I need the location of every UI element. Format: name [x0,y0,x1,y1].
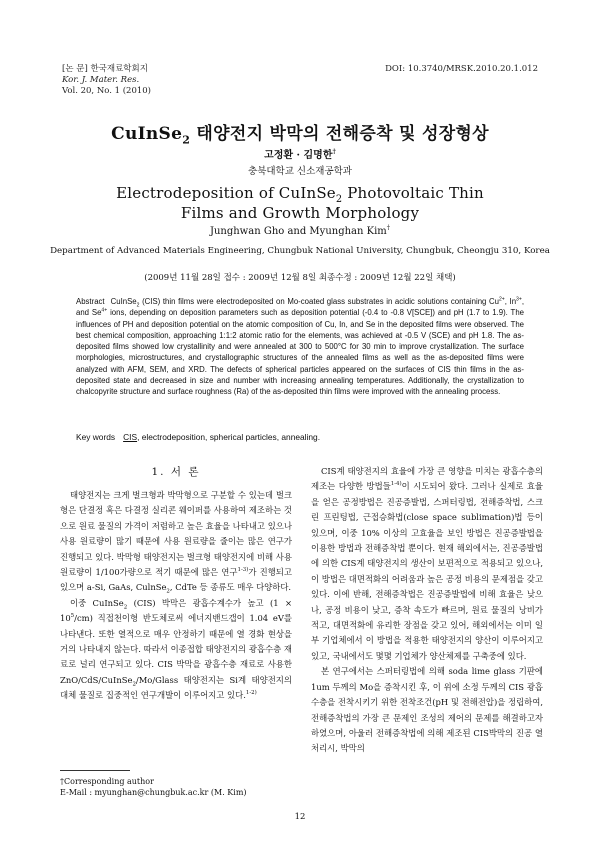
authors-en [0,223,600,237]
paragraph-text: , CdTe 등 종류도 매우 다양하다. [169,582,292,593]
affiliation-en: Department of Advanced Materials Engineering, Chungbuk National University, Chungbuk, Cheongju 310, Korea [50,246,550,256]
abstract-subscript: 2 [136,302,140,309]
section-heading: 1. 서 론 [151,466,201,478]
footnote [60,776,247,798]
abstract [76,296,524,398]
paragraph-text: (CIS) 박막은 광흡수계수가 높고 (1 × 10 [60,597,292,624]
affiliation-ko: 충북대학교 신소재공학과 [248,166,352,177]
title-ko [0,119,600,147]
subscript: 2 [123,604,128,611]
title-ko-part: CuInSe [111,124,183,144]
abstract-text: , and Se [76,297,524,318]
paragraph-text: /Mo/Glass 태양전지는 Si계 태양전지의 대체 물질로 집중적인 연구개발이 이루어지고 있다. [60,674,292,701]
body-right-column [311,464,543,757]
keywords-label: Key words [76,432,116,442]
title-ko-subscript: 2 [182,133,191,147]
corresponding-mark: † [332,147,336,156]
title-en-part: Photovoltaic Thin [342,184,484,202]
footnote-email: E-Mail : myunghan@chungbuk.ac.kr (M. Kim) [60,788,247,797]
subscript: 2 [132,681,136,688]
abstract-superscript: 4+ [101,307,108,314]
authors-ko [0,146,600,161]
title-en-line2: Films and Growth Morphology [180,204,420,222]
journal-name-en: Kor. J. Mater. Res. [62,75,140,85]
title-ko-part: 태양전지 박막의 전해증착 및 성장형상 [190,124,489,144]
abstract-text: ions, depending on deposition parameters such as deposition potential (-0.4 to -0.8 V[SCE]) and pH (1.7 to 1.9). The influences of PH and deposition potential on the atomic composition of Cu, In, and Se in the deposited films were observed. The best chemical composition, approaching 1:1:2 atomic ratio for the elements, was achieved at -0.5 V (SCE) and pH 1.8. The as-deposited films showed low crystallinity and were annealed at 300 to 500°C for 30 min to improve crystallization. The surface morphologies, microstructures, and crystallographic structures of the annealed films as well as the as-deposited films were analyzed with AFM, SEM, and XRD. The defects of spherical particles appeared on the surfaces of CIS thin films in the as-deposited state and decreased in size and number with increasing annealing temperatures. Additionally, the crystallization to chalcopyrite structure and surface roughness (Ra) of the as-deposited thin films were improved with the annealing process. [76,308,524,397]
authors-ko-names: 고정환 · 김명한 [264,150,333,161]
paragraph-text: 태양전지는 크게 벌크형과 박막형으로 구분할 수 있는데 벌크형은 단결정 혹은 다결정 실리콘 웨이퍼를 사용하여 제조하는 것으로 원료 물질의 가격이 저렴하고 높은 효율을 나타내고 있으나 사용 원료량이 많기 때문에 사용 원료량을 줄이는 많은 연구가 진행되고 있다. 박막형 태양전지는 벌크형 태양전지에 비해 사용 원료량이 1/100가량으로 적기 때문에 많은 연구 [60,490,292,578]
citation: 1-4) [390,481,402,488]
paragraph-text: 가 진행되고 있으며 a-Si, GaAs, CulnSe [60,567,292,593]
title-en-line1 [0,183,600,203]
citation: 1-2) [245,690,257,697]
abstract-text: (CIS) thin films were electrodeposited on Mo-coated glass substrates in acidic solutions containing Cu [139,297,499,306]
journal-header [62,64,151,97]
keyword-link[interactable]: CIS [123,432,138,442]
title-en-subscript: 2 [335,194,343,205]
citation: 1-3) [237,567,249,574]
abstract-superscript: 2+ [498,296,505,303]
paragraph-text: /cm) 직접천이형 반도체로써 에너지밴드갭이 1.04 eV를 나타낸다. 또한 열적으로 매우 안정하기 때문에 열 경화 현상을 거의 나타내지 않는다. 따라서 이종접합 태양전지의 광흡수층 재료로 널리 연구되고 있다. CIS 박막을 광흡수층 재료로 사용한 ZnO/CdS/CuInSe [60,613,292,685]
doi: DOI: 10.3740/MRSK.2010.20.1.012 [385,64,538,74]
page-number: 12 [294,812,306,822]
corresponding-mark: † [386,223,391,232]
abstract-superscript: 3+ [516,296,522,303]
keywords-list: , electrodeposition, spherical particles, annealing. [137,432,321,442]
journal-volume: Vol. 20, No. 1 (2010) [62,86,152,96]
subscript: 2 [166,589,170,596]
keywords [76,432,320,442]
paragraph: 본 연구에서는 스퍼터링법에 의해 soda lime glass 기판에 1um 두께의 Mo을 증착시킨 후, 이 위에 소정 두께의 CIS 광흡수층을 전착시키기 위한 전착조건(pH 및 전해전압)을 정립하여, 전해증착법의 가장 큰 문제인 조성의 제어의 문제를 해결하고자 하였으며, 아울러 전해증착법에 의해 제조된 CIS박막의 진공 열처리시, 박막의 [311,666,543,754]
authors-en-names: Junghwan Gho and Myunghan Kim [209,226,387,237]
paragraph [311,464,543,664]
title-en-part: Electrodeposition of CuInSe [116,184,336,202]
abstract-label: Abstract [76,297,105,306]
footnote-corresponding: †Corresponding author [60,777,154,786]
paragraph [60,488,292,596]
footnote-divider [60,770,130,771]
paragraph [60,596,292,704]
body-left-column [60,488,292,704]
superscript: 5 [70,613,75,620]
abstract-text: , In [504,297,517,306]
abstract-text: CuInSe [110,297,137,306]
submission-dates: (2009년 11월 28일 접수 : 2009년 12월 8일 최종수정 : 2009년 12월 22일 채택) [144,273,456,283]
title-en [0,183,600,223]
paragraph-text: 이 시도되어 왔다. 그러나 실제로 효율을 얻은 공정방법은 진공증발법, 스퍼터링법, 전해증착법, 스크린 프린팅법, 근접승화법(close space sublimation)법 등이 있으며, 이중 10% 이상의 고효율을 보인 방법은 진공증발법을 이용한 방법과 전해증착법 뿐이다. 현재 해외에서는, 진공증발법에 의한 CIS계 태양전지의 생산이 보편적으로 적용되고 있으나, 이 방법은 대면적화의 어려움과 높은 공정 비용의 문제점을 갖고 있다. 이에 반해, 전해증착법은 진공증발법에 비해 효율은 낮으나, 공정 비용이 낮고, 증착 속도가 빠르며, 원료 물질의 낭비가 적고, 대면적화에 유리한 장점을 갖고 있어, 해외에서는 이미 일부 기업체에서 이 방법을 적용한 태양전지의 양산이 이루어지고 있고, 국내에서도 몇몇 기업체가 양산체제를 구축중에 있다. [311,481,543,661]
journal-name-ko: [논 문] 한국재료학회지 [62,64,148,74]
paragraph-text: CIS계 태양전지의 효율에 가장 큰 영향을 미치는 광흡수층의 제조는 다양한 방법들 [311,466,543,492]
paragraph-text: 이중 CuInSe [70,597,124,608]
